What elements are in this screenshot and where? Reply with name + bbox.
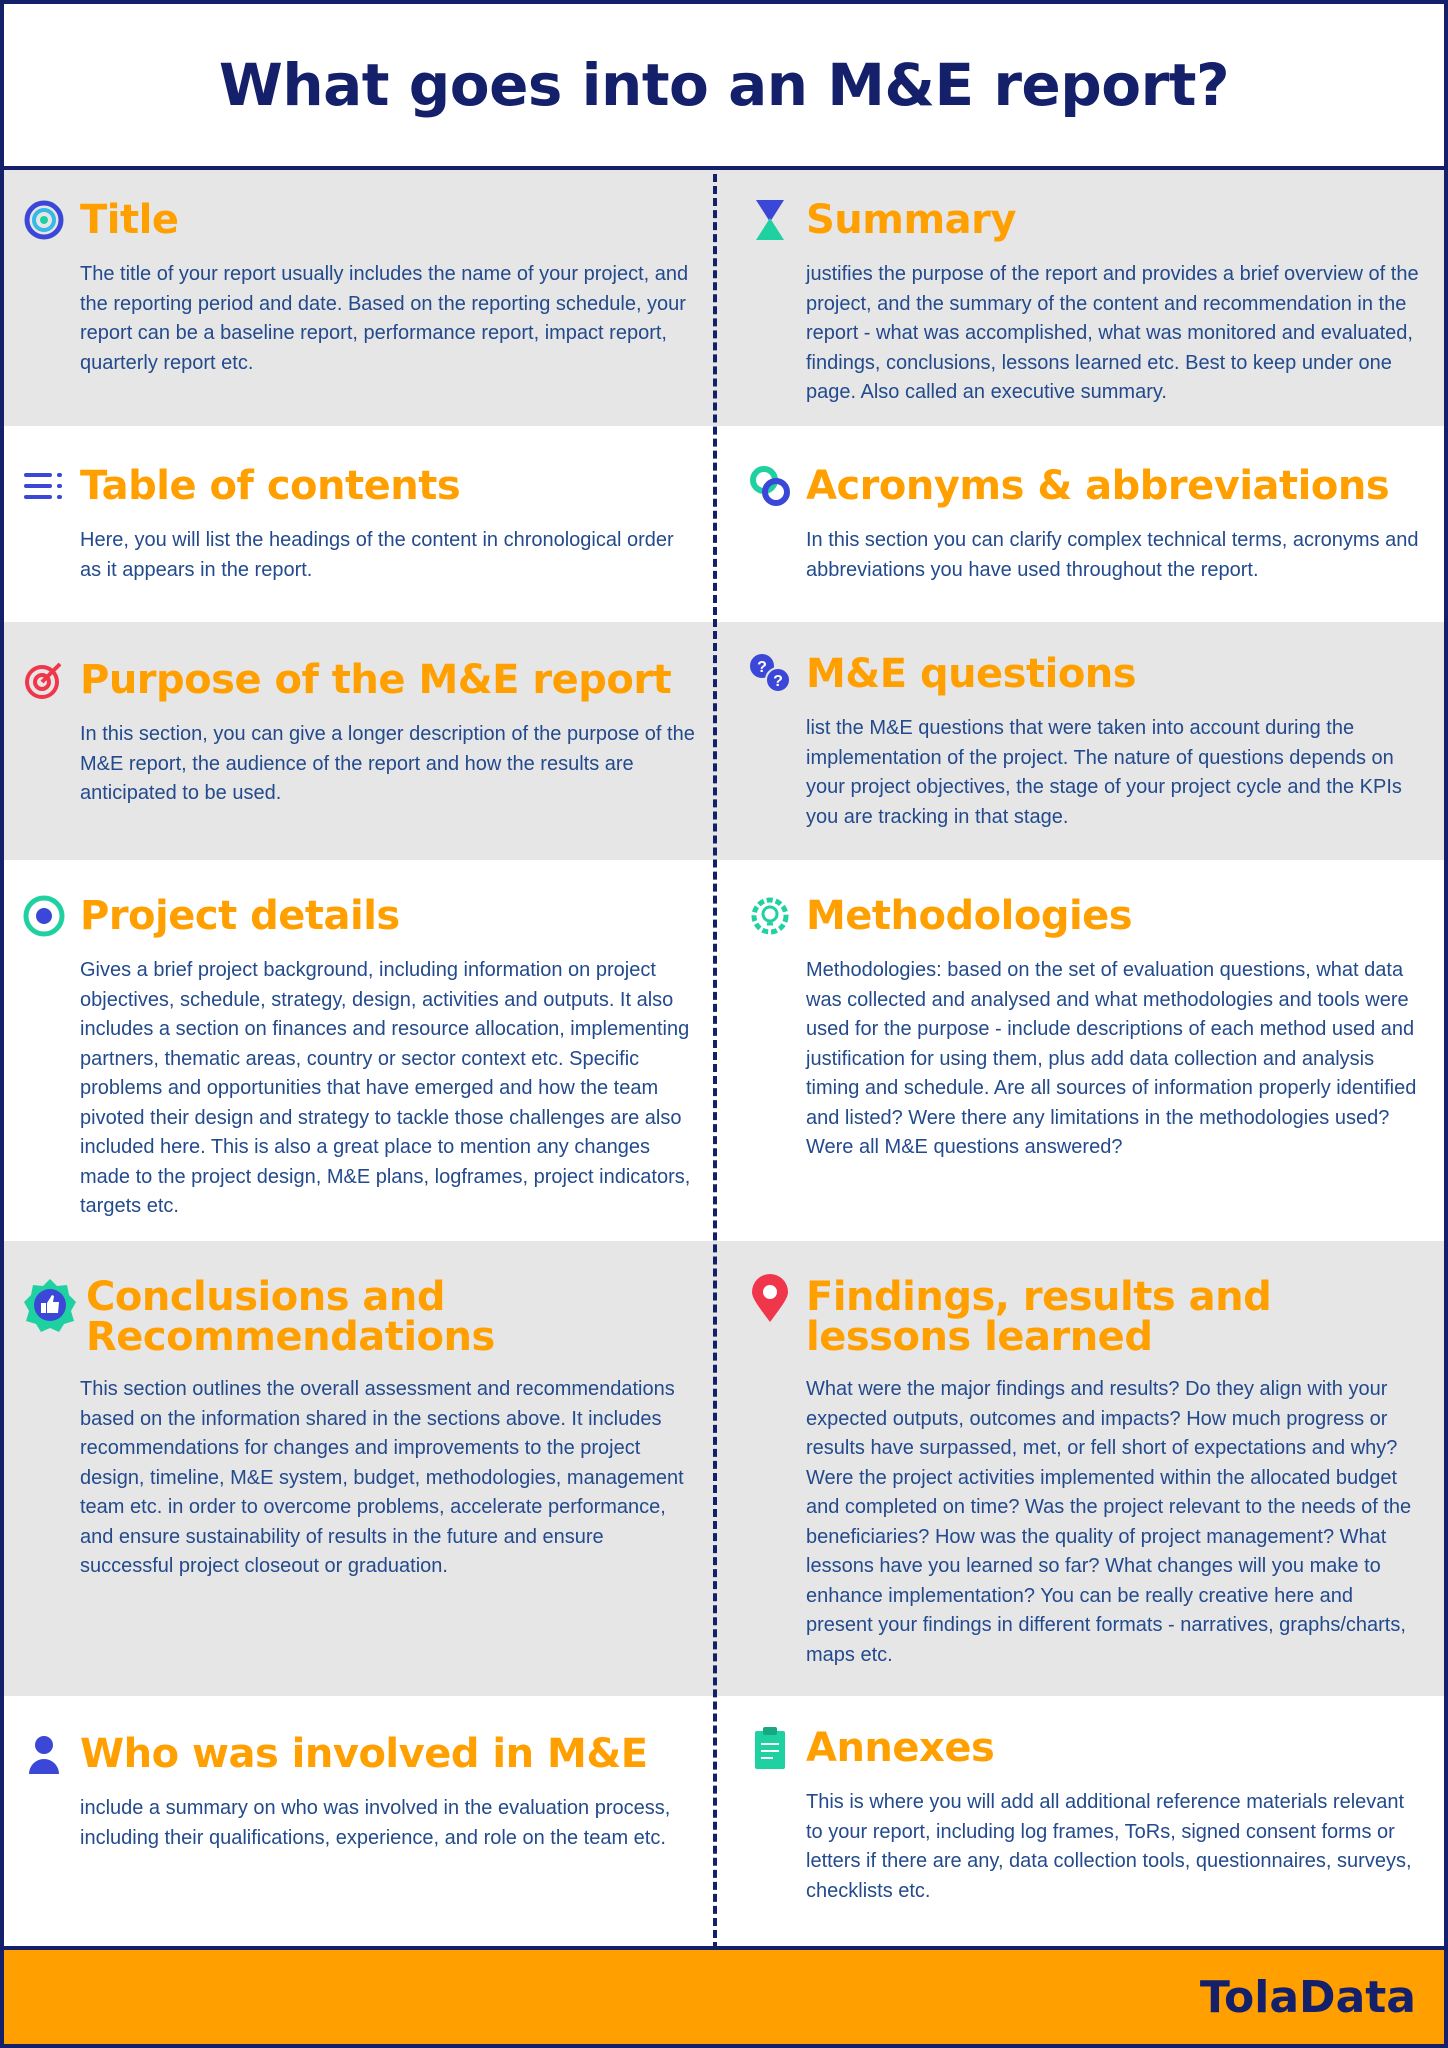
map-pin-icon bbox=[748, 1277, 792, 1321]
section-heading: Table of contents bbox=[80, 463, 461, 509]
section-body: The title of your report usually includes the name of your project, and the reporting period and date. Based on the reporting schedule, your report can be a baseline report, performance report, impact report, quarterly report etc. bbox=[80, 263, 689, 374]
section-body: justifies the purpose of the report and provides a brief overview of the project, and the summary of the content and recommendation in the report - what was accomplished, what was monitored and evaluated, findings, conclusions, lessons learned etc. Best to keep under one page. Also called an executive summary. bbox=[806, 263, 1419, 403]
hourglass-icon bbox=[748, 198, 792, 242]
section-conclusions bbox=[4, 1241, 724, 1696]
section-me-questions bbox=[724, 622, 1444, 860]
section-title bbox=[4, 170, 724, 426]
header bbox=[4, 4, 1444, 170]
target-icon bbox=[22, 198, 66, 242]
section-heading: Who was involved in M&E bbox=[80, 1731, 648, 1777]
section-heading: Annexes bbox=[806, 1725, 995, 1771]
section-body: What were the major findings and results? Do they align with your expected outputs, outcomes and impacts? How much progress or results have surpassed, met, or fell short of expectations and why? Were the project activities implemented within the allocated budget and completed on time? Was the project relevant to the needs of the beneficiaries? How was the quality of project management? What lessons have you learned so far? What changes will you make to enhance implementation? You can be really creative here and present your findings in different formats - narratives, graphs/charts, maps etc. bbox=[806, 1378, 1412, 1666]
section-body: In this section, you can give a longer description of the purpose of the M&E report, the audience of the report and how the results are anticipated to be used. bbox=[80, 723, 695, 804]
list-icon bbox=[22, 464, 66, 508]
dart-target-icon bbox=[22, 658, 66, 702]
infographic bbox=[4, 4, 1444, 2044]
section-project-details bbox=[4, 860, 724, 1241]
section-body: This is where you will add all additional reference materials relevant to your report, including log frames, ToRs, signed consent forms or letters if there are any, data collection tools, questionnaires, surveys, checklists etc. bbox=[806, 1791, 1412, 1902]
row-1 bbox=[4, 170, 1444, 426]
page-title: What goes into an M&E report? bbox=[218, 51, 1230, 119]
section-body: Gives a brief project background, including information on project objectives, schedule, strategy, design, activities and outputs. It also includes a section on finances and resource allocation, implementing partners, thematic areas, country or sector context etc. Specific problems and opportunities that have emerged and how the team pivoted their design and strategy to tackle those challenges are also included here. This is also a great place to mention any changes made to the project design, M&E plans, logframes, project indicators, targets etc. bbox=[80, 959, 691, 1217]
section-body: Methodologies: based on the set of evaluation questions, what data was collected and analysed and what methodologies and tools were used for the purpose - include descriptions of each method used and justification for using them, plus add data collection and analysis timing and schedule. Are all sources of information properly identified and listed? Were there any limitations in the methodologies used? Were all M&E questions answered? bbox=[806, 959, 1417, 1158]
footer bbox=[4, 1946, 1444, 2044]
row-3 bbox=[4, 622, 1444, 860]
section-findings bbox=[724, 1241, 1444, 1696]
clipboard-icon bbox=[748, 1726, 792, 1770]
brand-logo: TolaData bbox=[1199, 1971, 1416, 2023]
section-who-involved bbox=[4, 1696, 724, 1944]
svg-text:?: ? bbox=[757, 659, 767, 676]
section-table-of-contents bbox=[4, 426, 724, 622]
section-body: Here, you will list the headings of the content in chronological order as it appears in the report. bbox=[80, 529, 674, 581]
section-heading: Acronyms & abbreviations bbox=[806, 463, 1390, 509]
section-heading: Purpose of the M&E report bbox=[80, 657, 672, 703]
section-acronyms bbox=[724, 426, 1444, 622]
thumbs-up-badge-icon bbox=[22, 1277, 78, 1333]
section-body: include a summary on who was involved in the evaluation process, including their qualifications, experience, and role on the team etc. bbox=[80, 1797, 671, 1849]
section-heading: Project details bbox=[80, 893, 400, 939]
section-heading: Summary bbox=[806, 197, 1016, 243]
section-heading: M&E questions bbox=[806, 651, 1137, 697]
section-heading: Title bbox=[80, 197, 179, 243]
section-methodologies bbox=[724, 860, 1444, 1241]
section-body: list the M&E questions that were taken into account during the implementation of the project. The nature of questions depends on your project objectives, the stage of your project cycle and the KPIs you are tracking in that stage. bbox=[806, 717, 1402, 828]
section-annexes bbox=[724, 1696, 1444, 1944]
section-heading: Conclusions and Recommendations bbox=[86, 1274, 495, 1360]
circle-target-icon bbox=[22, 894, 66, 938]
section-purpose bbox=[4, 622, 724, 860]
section-body: In this section you can clarify complex technical terms, acronyms and abbreviations you have used throughout the report. bbox=[806, 529, 1419, 581]
row-2 bbox=[4, 426, 1444, 622]
svg-text:?: ? bbox=[773, 673, 783, 690]
row-5 bbox=[4, 1241, 1444, 1696]
row-4 bbox=[4, 860, 1444, 1241]
section-heading: Findings, results and lessons learned bbox=[806, 1274, 1272, 1360]
question-bubbles-icon bbox=[748, 652, 792, 696]
row-6 bbox=[4, 1696, 1444, 1944]
gear-bulb-icon bbox=[748, 894, 792, 938]
section-heading: Methodologies bbox=[806, 893, 1133, 939]
link-rings-icon bbox=[748, 464, 792, 508]
column-divider bbox=[713, 174, 717, 1950]
person-icon bbox=[22, 1732, 66, 1776]
section-body: This section outlines the overall assessment and recommendations based on the information shared in the sections above. It includes recommendations for changes and improvements to the project design, timeline, M&E system, budget, methodologies, management team etc. in order to overcome problems, accelerate performance, and ensure sustainability of results in the future and ensure successful project closeout or graduation. bbox=[80, 1378, 684, 1577]
section-summary bbox=[724, 170, 1444, 426]
